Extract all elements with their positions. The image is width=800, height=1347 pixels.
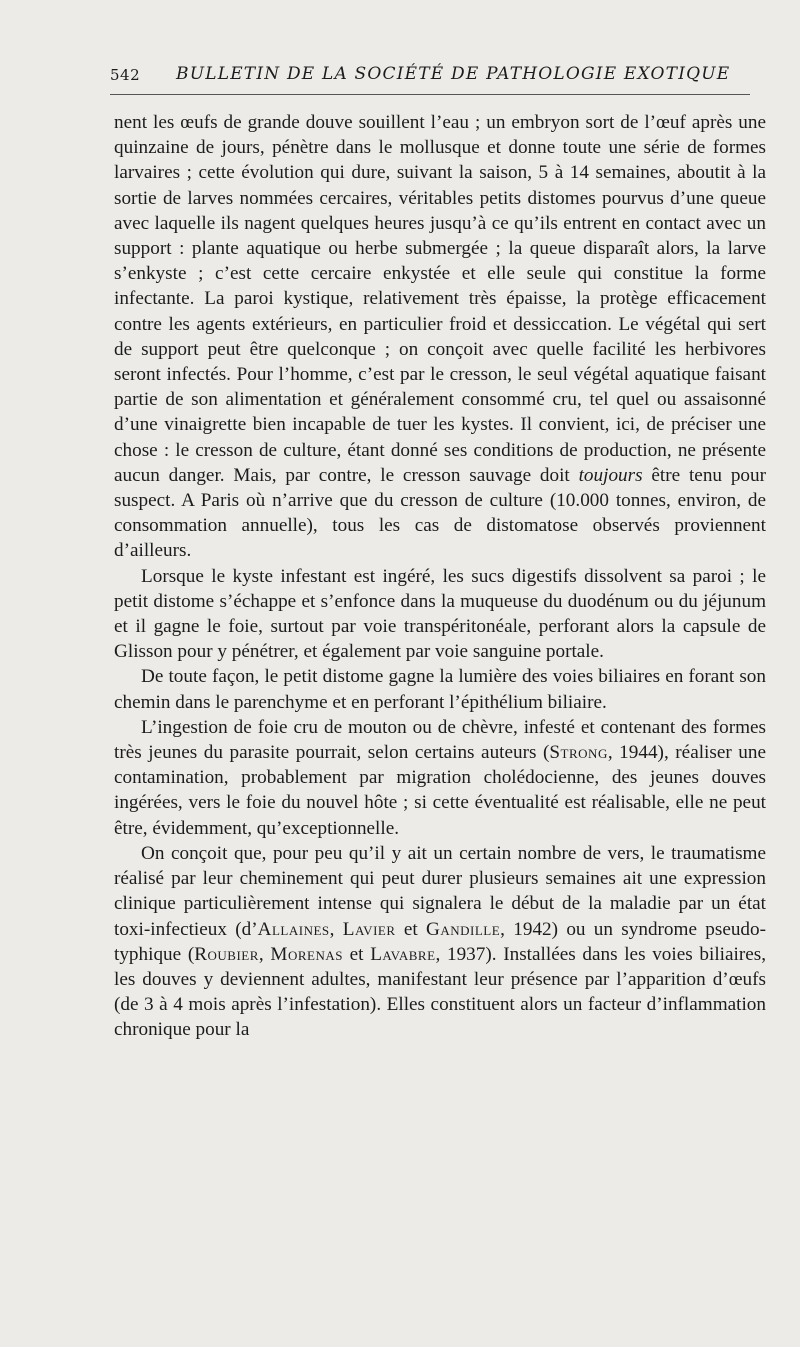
text-run: et — [342, 943, 371, 965]
author-name: Strong — [549, 742, 608, 764]
paragraph-2: Lorsque le kyste infestant est ingéré, les sucs digestifs dissolvent sa paroi ; le petit distome s’échappe et s’enfonce dans la muqueuse du duodénum ou du jéjunum et il gagne le foie, surtout par voie transpéritonéale, perforant alors la capsule de Glisson pour y pénétrer, et également par voie sanguine portale. — [114, 565, 766, 663]
paragraph-5 — [114, 841, 766, 1043]
paragraph-4 — [114, 715, 766, 841]
text-run: nent les œufs de grande douve souillent l’eau ; un embryon sort de l’œuf après une quinzaine de jours, pénètre dans le mollusque et donne toute une série de formes larvaires ; cette évolution qui dure, suivant la saison, 5 à 14 semaines, aboutit à la sortie de larves nommées cercaires, véritables petits distomes pourvus d’une queue avec laquelle ils nagent quelques heures jusqu’à ce qu’ils entrent en contact avec un support : plante aquatique ou herbe submergée ; la queue disparaît alors, la larve s’enkyste ; c’est cette cercaire enkystée et elle seule qui constitue la forme infectante. La paroi kystique, relativement très épaisse, la protège efficacement contre les agents extérieurs, en particulier froid et dessiccation. Le végétal qui sert de support peut être quelconque ; on conçoit avec quelle facilité les herbivores seront infectés. Pour l’homme, c’est par le cresson, le seul végétal aquatique faisant partie de son alimentation et généralement consommé cru, tel quel ou assaisonné d’une vinaigrette bien incapable de tuer les kystes. Il convient, ici, de préciser une chose : le cresson de culture, étant donné ses conditions de production, ne présente aucun danger. Mais, par contre, le cresson sauvage doit — [114, 112, 766, 486]
page-number: 542 — [110, 66, 141, 84]
paragraph-3: De toute façon, le petit distome gagne la lumière des voies biliaires en forant son chemin dans le parenchyme et en perforant l’épithélium biliaire. — [114, 666, 766, 713]
body-text — [114, 110, 766, 1043]
author-name: Gandille — [425, 918, 501, 940]
text-run: être tenu pour suspect. A Paris où n’arrive que du cresson de culture (10.000 tonnes, environ, de consommation annuelle), tous les cas de distomatose observés proviennent d’ailleurs. — [114, 464, 766, 562]
author-name: Morenas — [270, 943, 343, 965]
text-run: L’ingestion de foie cru de mouton ou de chèvre, infesté et contenant des formes très jeunes du parasite pourrait, selon certains auteurs ( — [114, 716, 766, 764]
author-name: Roubier — [194, 943, 259, 965]
author-name: Lavabre — [370, 943, 436, 965]
author-name: Allaines — [257, 918, 330, 940]
text-run: , 1944), réaliser une contamination, probablement par migration cholédocienne, des jeunes douves ingérées, vers le foie du nouvel hôte ; si cette éventualité est réalisable, elle ne peut être, évidemment, qu’exceptionnelle. — [114, 742, 766, 839]
header-rule — [110, 94, 750, 95]
text-run: , 1942) ou un syndrome pseudo-typhique ( — [114, 918, 767, 965]
author-name: Lavier — [342, 918, 396, 940]
text-run: , — [258, 943, 271, 965]
page-header — [110, 64, 760, 92]
text-run: et — [395, 918, 426, 940]
paragraph-1 — [114, 110, 766, 564]
running-title: BULLETIN DE LA SOCIÉTÉ DE PATHOLOGIE EXOTIQUE — [176, 64, 731, 84]
emphasis: toujours — [578, 464, 643, 486]
text-run: , — [329, 918, 343, 940]
text-run: , 1937). Installées dans les voies biliaires, les douves y deviennent adultes, manifestant leur présence par l’apparition d’œufs (de 3 à 4 mois après l’infestation). Elles constituent alors un facteur d’inflammation chronique pour la — [114, 943, 766, 1041]
text-run: On conçoit que, pour peu qu’il y ait un certain nombre de vers, le traumatisme réalisé par leur cheminement qui peut durer plusieurs semaines ait une expression clinique particulièrement intense qui signalera le début de la maladie par un état toxi-infectieux (d’ — [114, 842, 766, 940]
